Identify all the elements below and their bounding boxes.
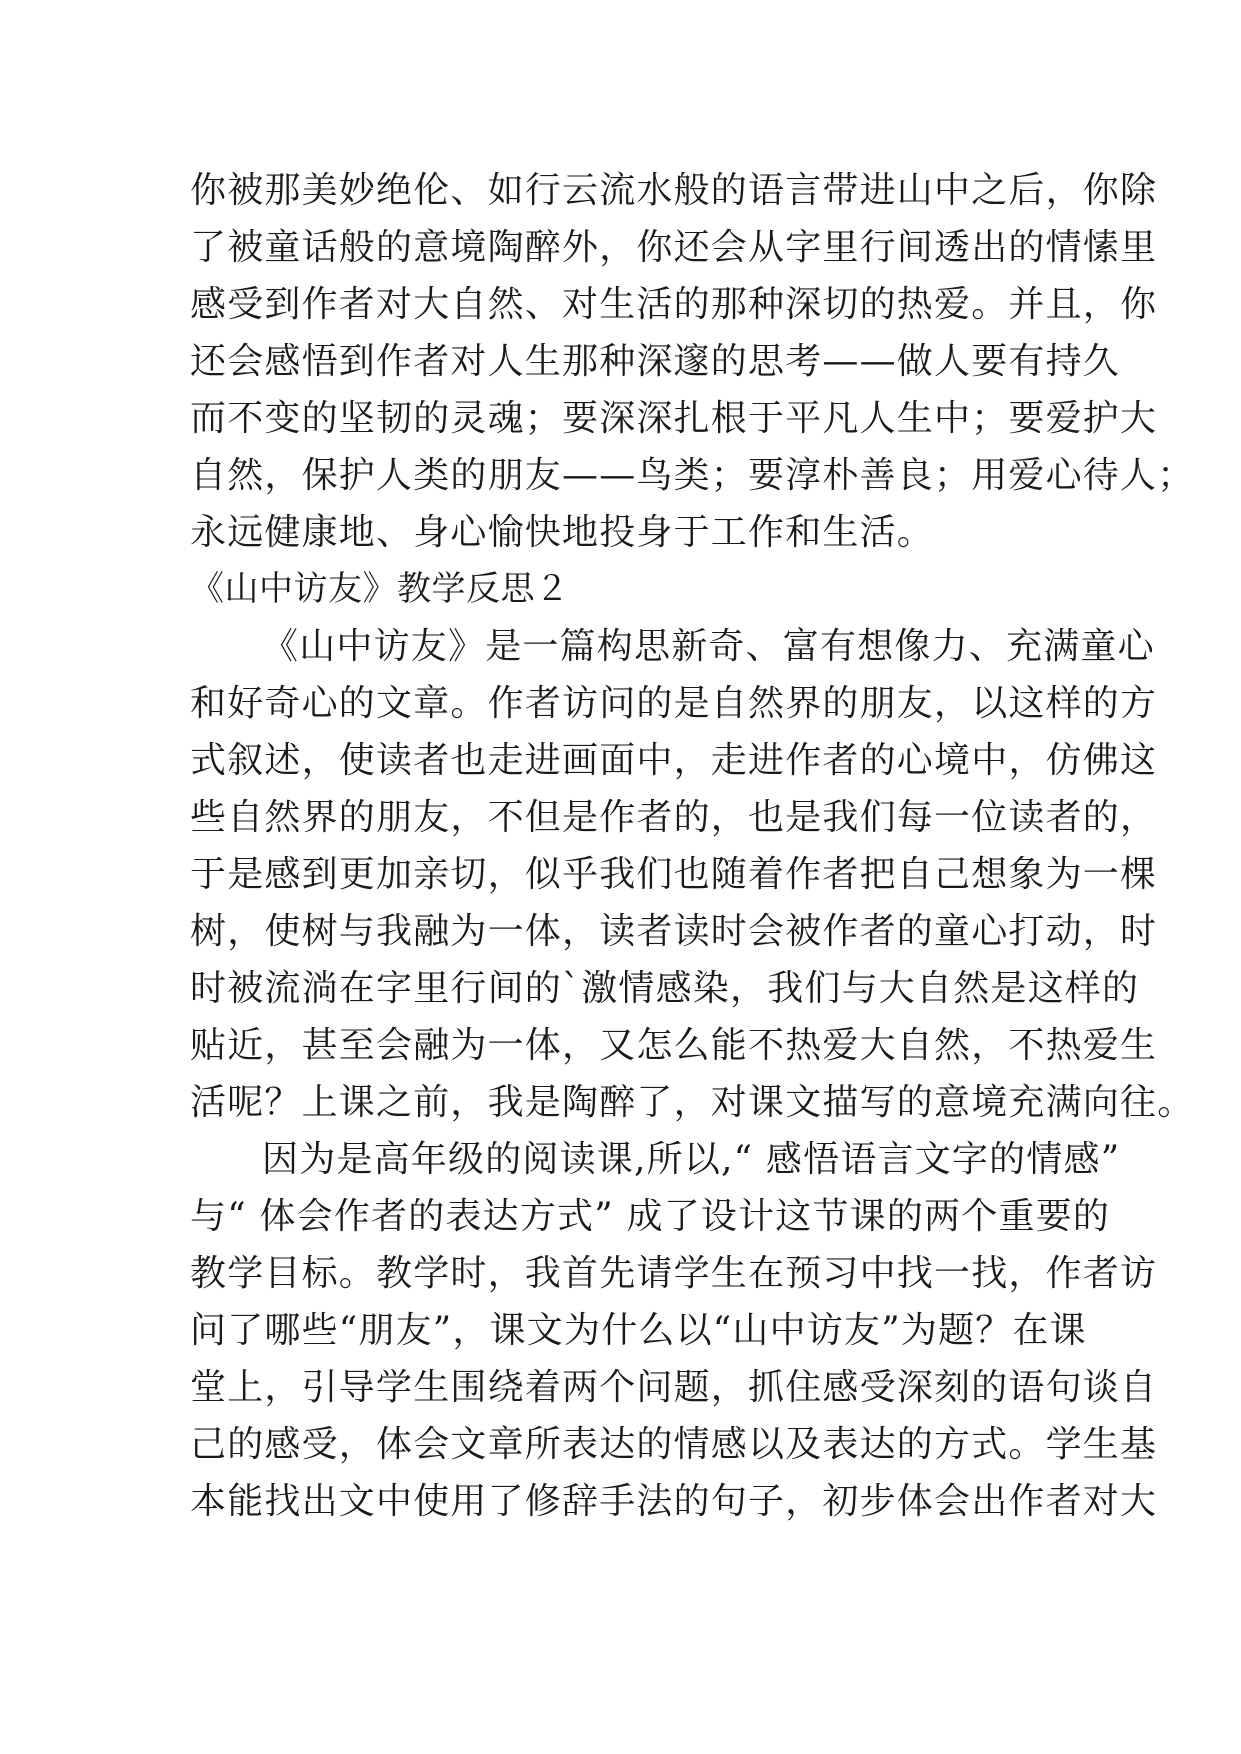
text-line: 了被童话般的意境陶醉外，你还会从字里行间透出的情愫里 <box>190 227 1158 268</box>
paragraph-2 <box>190 1131 1158 1530</box>
paragraph-1 <box>190 618 1195 1131</box>
text-line: 本能找出文中使用了修辞手法的句子，初步体会出作者对大 <box>190 1481 1158 1522</box>
text-line: 因为是高年级的阅读课,所以,“ 感悟语言文字的情感” <box>262 1139 1121 1180</box>
text-line: 堂上，引导学生围绕着两个问题，抓住感受深刻的语句谈自 <box>190 1367 1158 1408</box>
text-line: 于是感到更加亲切，似乎我们也随着作者把自己想象为一棵 <box>190 854 1158 895</box>
paragraph-intro <box>190 162 1195 561</box>
text-line: 式叙述，使读者也走进画面中，走进作者的心境中，仿佛这 <box>190 740 1158 781</box>
text-line: 问了哪些“朋友”，课文为什么以“山中访友”为题？在课 <box>190 1310 1087 1351</box>
text-line: 永远健康地、身心愉快地投身于工作和生活。 <box>190 512 935 553</box>
text-line: 《山中访友》是一篇构思新奇、富有想像力、充满童心 <box>262 626 1155 667</box>
text-line: 己的感受，体会文章所表达的情感以及表达的方式。学生基 <box>190 1424 1158 1465</box>
text-line: 和好奇心的文章。作者访问的是自然界的朋友，以这样的方 <box>190 683 1158 724</box>
document-page <box>190 162 1195 1530</box>
text-line: 贴近，甚至会融为一体，又怎么能不热爱大自然，不热爱生 <box>190 1025 1158 1066</box>
section-title: 《山中访友》教学反思２ <box>190 569 570 609</box>
text-line: 时被流淌在字里行间的`激情感染，我们与大自然是这样的 <box>190 968 1140 1009</box>
text-line: 而不变的坚韧的灵魂；要深深扎根于平凡人生中；要爱护大 <box>190 398 1158 439</box>
text-line: 你被那美妙绝伦、如行云流水般的语言带进山中之后，你除 <box>190 170 1158 211</box>
text-line: 树，使树与我融为一体，读者读时会被作者的童心打动，时 <box>190 911 1158 952</box>
text-line: 还会感悟到作者对人生那种深邃的思考——做人要有持久 <box>190 341 1121 382</box>
text-line: 自然，保护人类的朋友——鸟类；要淳朴善良；用爱心待人； <box>190 455 1195 496</box>
text-line: 与“ 体会作者的表达方式” 成了设计这节课的两个重要的 <box>190 1196 1111 1237</box>
text-line: 感受到作者对大自然、对生活的那种深切的热爱。并且，你 <box>190 284 1158 325</box>
text-line: 活呢？上课之前，我是陶醉了，对课文描写的意境充满向往。 <box>190 1082 1195 1123</box>
text-line: 些自然界的朋友，不但是作者的，也是我们每一位读者的， <box>190 797 1158 838</box>
text-line: 教学目标。教学时，我首先请学生在预习中找一找，作者访 <box>190 1253 1158 1294</box>
